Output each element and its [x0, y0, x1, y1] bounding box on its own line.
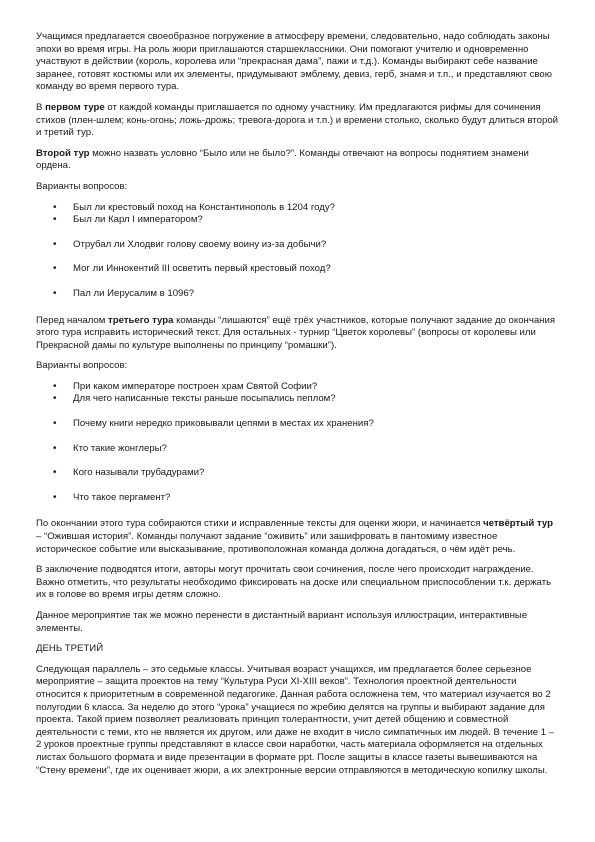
- round1-bold: первом туре: [45, 101, 105, 113]
- list-item: • Был ли крестовый поход на Константинополь в 1204 году?: [36, 202, 559, 215]
- list-item: • Для чего написанные тексты раньше посыпались пеплом?: [36, 393, 559, 406]
- list-item: • Пал ли Иерусалим в 1096?: [36, 288, 559, 301]
- round3-prefix: Перед началом: [36, 314, 109, 326]
- round4-prefix: По окончании этого тура собираются стихи и исправленные тексты для оценки жюри, и начинается: [36, 518, 484, 530]
- intro-paragraph: Учащимся предлагается своеобразное погружение в атмосферу времени, следовательно, надо соблюдать законы эпохи во время игры. На роль жюри приглашаются старшеклассники. Они помогают учителю и одновременно участвуют в действии (король, королева или “прекрасная дама”, пажи и т.д.). Команды выбирают себе название заранее, готовят костюмы или их элементы, придумывают эмблему, девиз, герб, знамя и т.п., и представляют свою команду во время первого тура.: [36, 31, 552, 93]
- round3-bold: третьего тура: [108, 314, 174, 326]
- round1-rest: от каждой команды приглашается по одному участнику. Им предлагаются рифмы для сочинения стихов (плен-шлем; конь-огонь; ложь-дрожь; тревога-дорога и т.п.) и времени столько, сколько будут длиться второй и третий тур.: [36, 101, 559, 139]
- list-item: • Был ли Карл I императором?: [36, 214, 559, 227]
- list-item: • Отрубал ли Хлодвиг голову своему воину из-за добычи?: [36, 239, 559, 252]
- round3-rest: команды “лишаются” ещё трёх участников, которые получают задание до окончания этого тура исправить исторический текст. Для остальных - турнир “Цветок королевы” (вопросы от королевы или Прекрасной дамы по культуре выполнены по принципу “ромашки”).: [36, 314, 556, 351]
- list-item: • Кого называли трубадурами?: [36, 467, 559, 480]
- list-item: • Мог ли Иннокентий III осветить первый крестовый поход?: [36, 263, 559, 276]
- round4-paragraph: [36, 518, 559, 556]
- distance-paragraph: Данное мероприятие так же можно перенести в дистантный вариант используя иллюстрации, интерактивные элементы.: [36, 610, 528, 634]
- variants-label-1: Варианты вопросов:: [36, 180, 128, 192]
- day3-paragraph: Следующая параллель – это седьмые классы. Учитывая возраст учащихся, им предлагается более серьезное мероприятие – защита проектов на тему “Культура Руси XI-XIII веков”. Технология проектной деятельности относится к приоритетным в современной педагогике. Данная работа осложнена тем, что материал изучается во 2 полугодии 6 класса. За неделю до этого “урока” учащиеся по жребию делятся на группы и выбирают задание для проекта. Такой прием позволяет реализовать принцип толерантности, учит детей общению и совместной деятельности с теми, кто не является их другом, или даже не входит в число симпатичных им людей. В течение 1 – 2 уроков проектные группы представляют в классе свои наработки, часть материала оформляется на отдельных листах большого формата и виде презентации в формате ppt. После защиты в классе газеты вывешиваются на “Стену времени”, где их оценивает жюри, а их электронные версии отправляются в методическую копилку школы.: [36, 663, 555, 776]
- round2-bold: Второй тур: [36, 147, 90, 159]
- question-list-round2: [36, 202, 559, 301]
- variants-label-2: Варианты вопросов:: [36, 360, 128, 372]
- round4-bold: четвёртый тур: [483, 518, 553, 530]
- list-item: • Кто такие жонглеры?: [36, 443, 559, 456]
- list-item: • Почему книги нередко приковывали цепями в местах их хранения?: [36, 418, 559, 431]
- round4-rest: – “Ожившая история”. Команды получают задание “оживить” или зашифровать в пантомиму известное историческое событие или высказывание, противоположная команда должна догадаться, о чём идёт речь.: [36, 531, 516, 555]
- list-item: • Что такое пергамент?: [36, 492, 559, 505]
- round2-rest: можно назвать условно “Было или не было?”. Команды отвечают на вопросы поднятием знамени ордена.: [36, 147, 529, 172]
- round2-paragraph: [36, 148, 559, 173]
- document-page: [36, 31, 559, 785]
- section-heading-day3: ДЕНЬ ТРЕТИЙ: [36, 643, 104, 655]
- round1-paragraph: [36, 102, 559, 140]
- list-item: • При каком императоре построен храм Святой Софии?: [36, 381, 559, 394]
- conclusion-paragraph: В заключение подводятся итоги, авторы могут прочитать свои сочинения, после чего происходит награждение. Важно отметить, что результаты необходимо фиксировать на доске или специальном приспособлении т.к. держать их в голове во время игры детям сложно.: [36, 564, 552, 601]
- round1-prefix: В: [36, 101, 46, 113]
- question-list-round3: [36, 381, 559, 505]
- round3-paragraph: [36, 315, 559, 353]
